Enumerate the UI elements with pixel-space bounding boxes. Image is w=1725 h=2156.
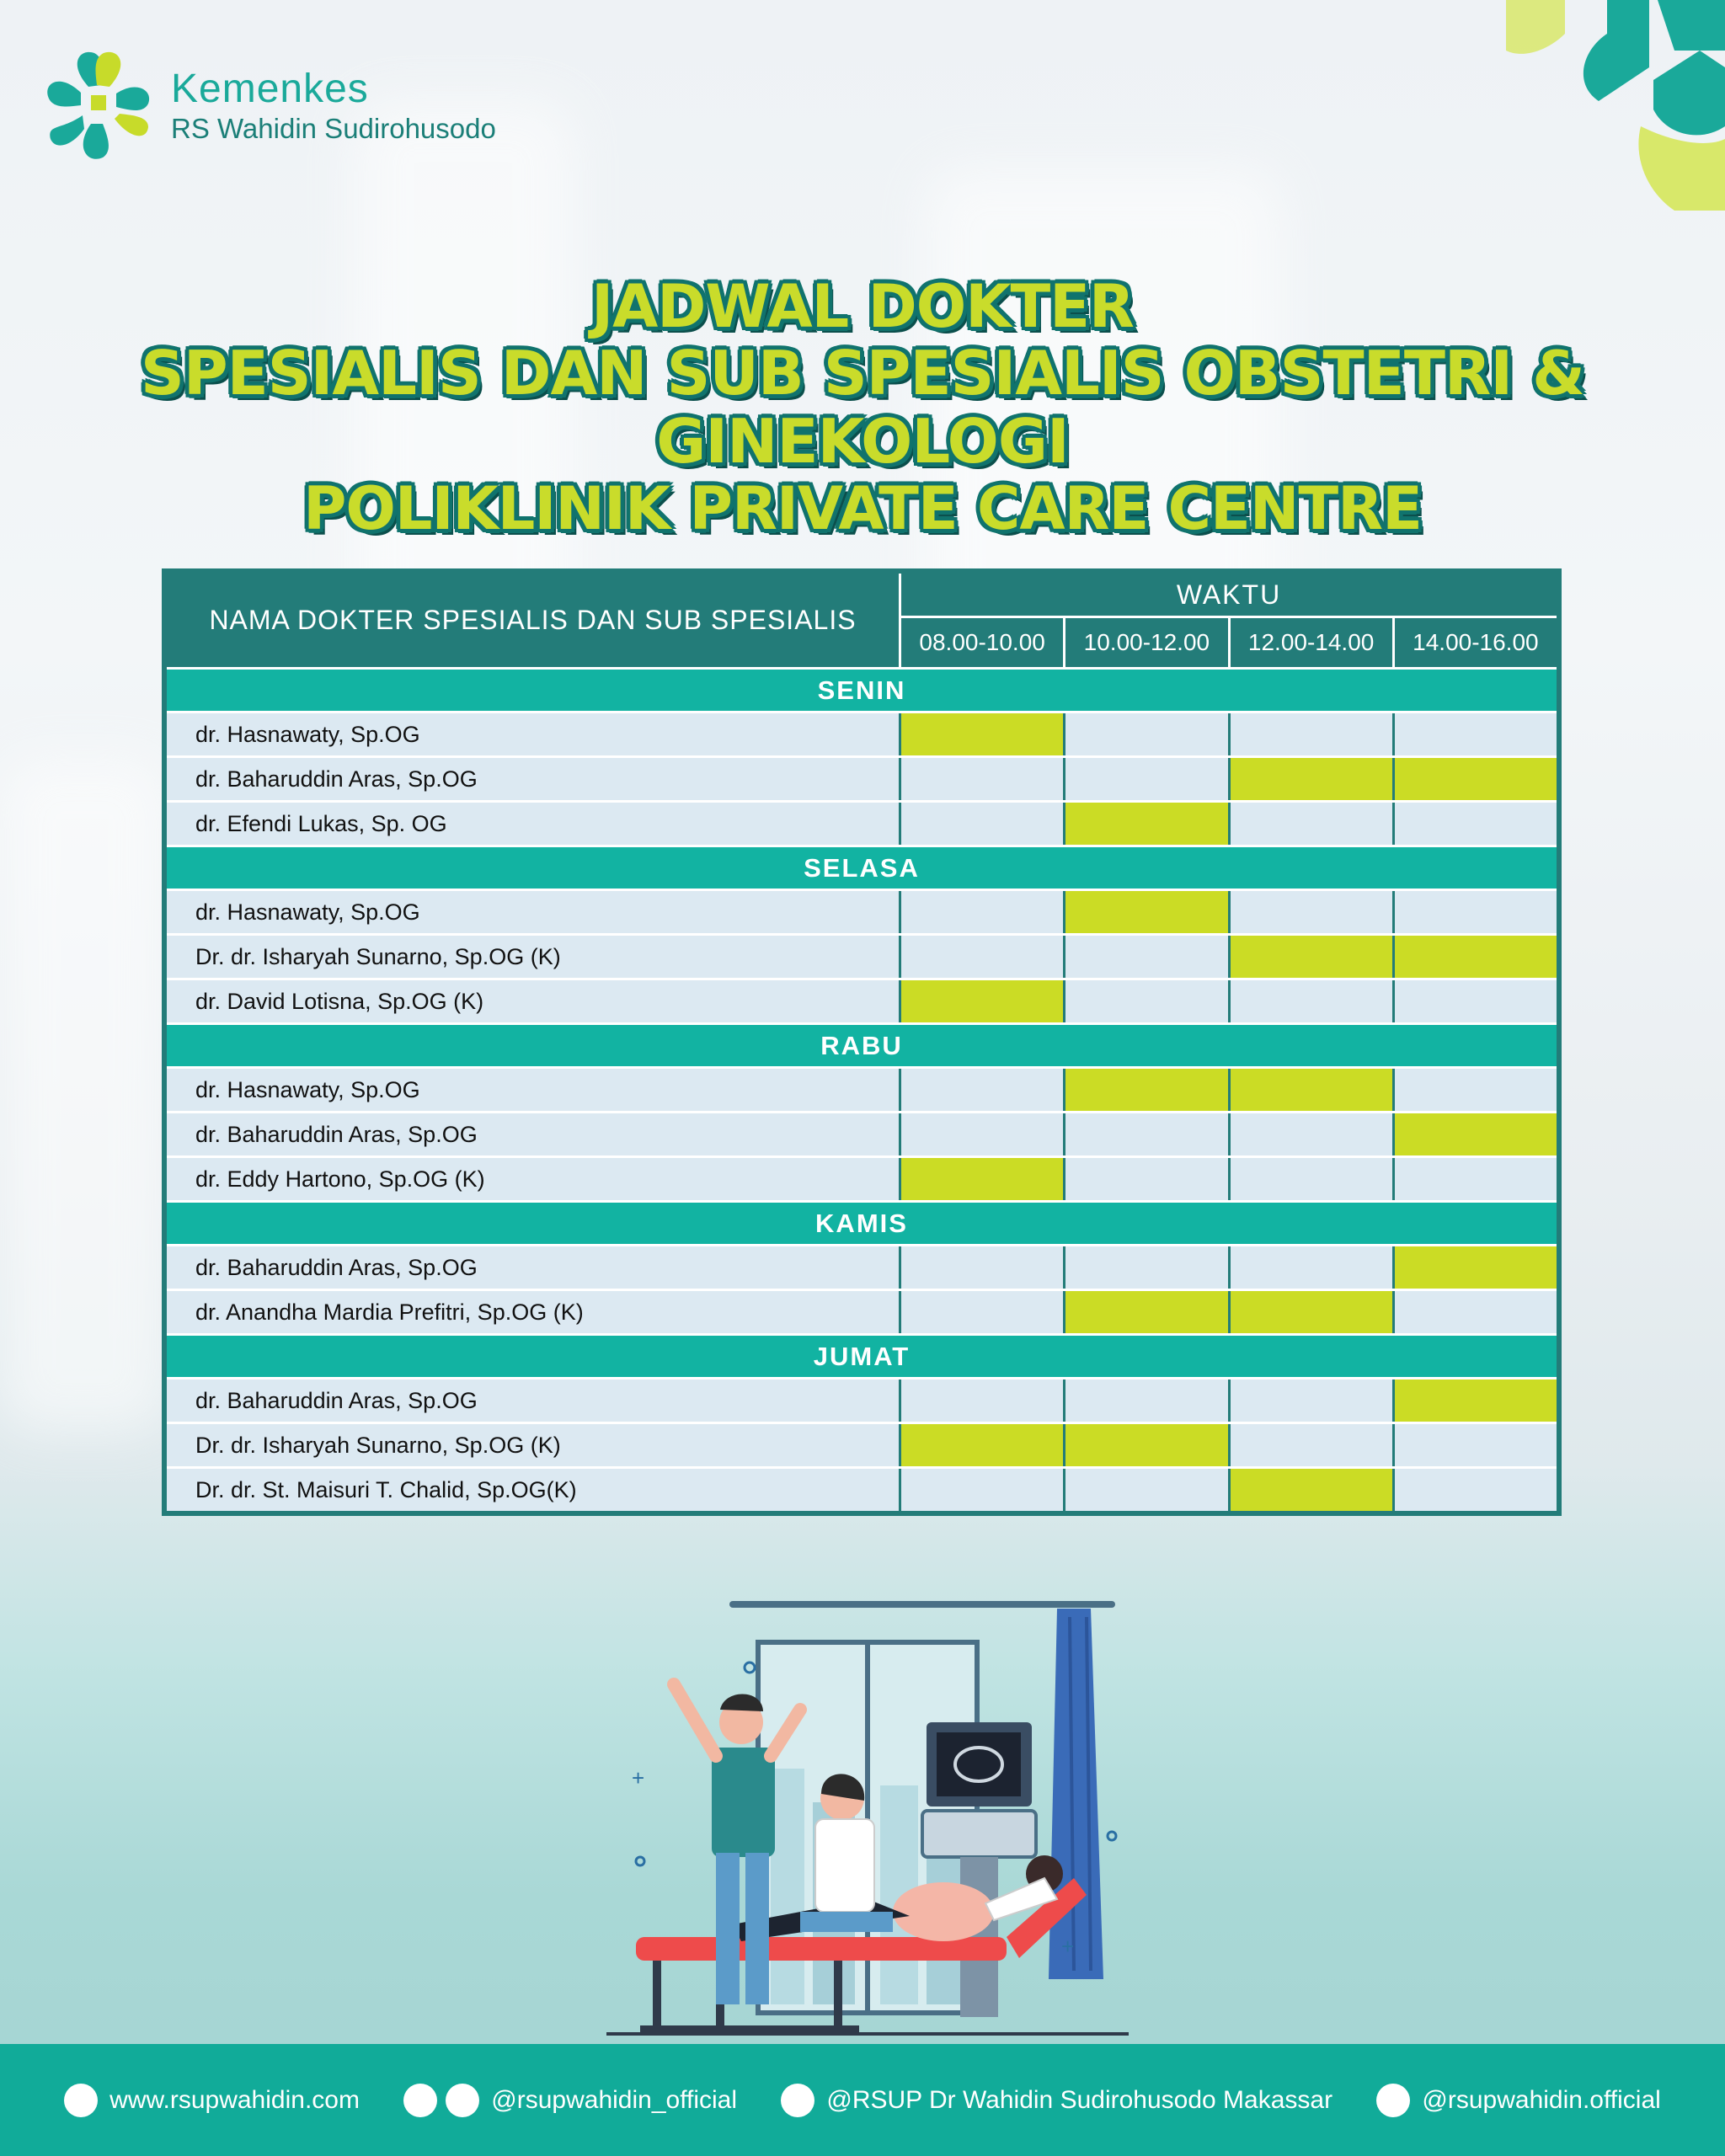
instagram-icon xyxy=(1376,2084,1410,2117)
empty-slot-cell xyxy=(1231,980,1395,1022)
footer-instagram[interactable] xyxy=(1376,2084,1660,2117)
empty-slot-cell xyxy=(1065,1113,1230,1155)
empty-slot-cell xyxy=(901,1291,1065,1333)
scheduled-slot-cell xyxy=(901,1158,1065,1200)
doctor-name: dr. Baharuddin Aras, Sp.OG xyxy=(167,1246,901,1289)
table-row xyxy=(167,889,1557,933)
facebook-link[interactable]: @RSUP Dr Wahidin Sudirohusodo Makassar xyxy=(826,2085,1333,2114)
day-header: KAMIS xyxy=(167,1200,1557,1244)
empty-slot-cell xyxy=(1231,1246,1395,1289)
brand-subtitle: RS Wahidin Sudirohusodo xyxy=(171,112,496,144)
table-row xyxy=(167,1111,1557,1155)
scheduled-slot-cell xyxy=(1065,803,1230,845)
time-slot-header: 14.00-16.00 xyxy=(1413,629,1539,655)
table-row xyxy=(167,1289,1557,1333)
brand-title: Kemenkes xyxy=(171,66,369,111)
title-line-1: JADWAL DOKTER xyxy=(591,272,1134,341)
scheduled-slot-cell xyxy=(1395,1246,1557,1289)
kemenkes-logo-icon xyxy=(42,46,156,164)
scheduled-slot-cell xyxy=(1395,1113,1557,1155)
table-body xyxy=(167,667,1557,1511)
empty-slot-cell xyxy=(1231,1424,1395,1466)
empty-slot-cell xyxy=(1395,1158,1557,1200)
footer-bar xyxy=(0,2044,1725,2156)
table-row xyxy=(167,1422,1557,1466)
scheduled-slot-cell xyxy=(1065,1424,1230,1466)
svg-text:+: + xyxy=(632,1765,645,1790)
doctor-name: dr. Baharuddin Aras, Sp.OG xyxy=(167,1380,901,1422)
doctor-name: dr. Eddy Hartono, Sp.OG (K) xyxy=(167,1158,901,1200)
empty-slot-cell xyxy=(1395,980,1557,1022)
time-slot-header: 12.00-14.00 xyxy=(1231,618,1395,667)
empty-slot-cell xyxy=(901,1380,1065,1422)
table-row xyxy=(167,800,1557,845)
empty-slot-cell xyxy=(1065,1380,1230,1422)
empty-slot-cell xyxy=(1395,713,1557,755)
twitter-icon xyxy=(403,2084,437,2117)
time-slot-headers xyxy=(901,618,1557,667)
facebook-icon xyxy=(781,2084,814,2117)
ultrasound-illustration xyxy=(590,1583,1146,2055)
doctor-name: dr. Hasnawaty, Sp.OG xyxy=(167,713,901,755)
page-title xyxy=(0,274,1725,542)
doctor-name: dr. Hasnawaty, Sp.OG xyxy=(167,891,901,933)
doctor-name: dr. Baharuddin Aras, Sp.OG xyxy=(167,758,901,800)
scheduled-slot-cell xyxy=(1231,1291,1395,1333)
empty-slot-cell xyxy=(1395,891,1557,933)
doctor-name: dr. Hasnawaty, Sp.OG xyxy=(167,1069,901,1111)
empty-slot-cell xyxy=(901,803,1065,845)
table-row xyxy=(167,1244,1557,1289)
empty-slot-cell xyxy=(1065,936,1230,978)
doctor-name: Dr. dr. Isharyah Sunarno, Sp.OG (K) xyxy=(167,936,901,978)
empty-slot-cell xyxy=(1231,1158,1395,1200)
table-row xyxy=(167,978,1557,1022)
corner-leaf-icon xyxy=(1506,0,1725,211)
doctor-name: dr. Anandha Mardia Prefitri, Sp.OG (K) xyxy=(167,1291,901,1333)
footer-social[interactable] xyxy=(403,2084,737,2117)
scheduled-slot-cell xyxy=(1395,1380,1557,1422)
title-line-2: SPESIALIS DAN SUB SPESIALIS OBSTETRI & GINEKOLOGI xyxy=(140,338,1585,478)
hospital-logo[interactable] xyxy=(42,46,496,164)
doctor-name-header: NAMA DOKTER SPESIALIS DAN SUB SPESIALIS xyxy=(167,574,901,667)
empty-slot-cell xyxy=(1065,1469,1230,1511)
scheduled-slot-cell xyxy=(1395,936,1557,978)
empty-slot-cell xyxy=(1395,803,1557,845)
empty-slot-cell xyxy=(901,1246,1065,1289)
empty-slot-cell xyxy=(901,1069,1065,1111)
scheduled-slot-cell xyxy=(1231,758,1395,800)
scheduled-slot-cell xyxy=(901,980,1065,1022)
website-link[interactable]: www.rsupwahidin.com xyxy=(109,2085,360,2114)
time-slot-header: 10.00-12.00 xyxy=(1065,618,1230,667)
empty-slot-cell xyxy=(1065,1246,1230,1289)
footer-website[interactable] xyxy=(64,2084,360,2117)
empty-slot-cell xyxy=(901,936,1065,978)
empty-slot-cell xyxy=(901,891,1065,933)
background-shape xyxy=(0,758,168,1432)
title-line-3: POLIKLINIK PRIVATE CARE CENTRE xyxy=(303,473,1422,543)
empty-slot-cell xyxy=(1065,1158,1230,1200)
globe-icon xyxy=(64,2084,98,2117)
scheduled-slot-cell xyxy=(1065,1291,1230,1333)
empty-slot-cell xyxy=(901,758,1065,800)
doctor-name: Dr. dr. St. Maisuri T. Chalid, Sp.OG(K) xyxy=(167,1469,901,1511)
scheduled-slot-cell xyxy=(901,1424,1065,1466)
scheduled-slot-cell xyxy=(1395,758,1557,800)
table-row xyxy=(167,1155,1557,1200)
empty-slot-cell xyxy=(901,1113,1065,1155)
day-header: RABU xyxy=(167,1022,1557,1066)
empty-slot-cell xyxy=(1231,713,1395,755)
time-header-group xyxy=(901,574,1557,667)
empty-slot-cell xyxy=(1065,713,1230,755)
day-header: JUMAT xyxy=(167,1333,1557,1377)
instagram-link[interactable]: @rsupwahidin.official xyxy=(1422,2085,1661,2114)
svg-text:+: + xyxy=(1061,1934,1075,1959)
social-handle-link[interactable]: @rsupwahidin_official xyxy=(491,2085,738,2114)
empty-slot-cell xyxy=(1231,891,1395,933)
scheduled-slot-cell xyxy=(1231,936,1395,978)
scheduled-slot-cell xyxy=(1231,1469,1395,1511)
empty-slot-cell xyxy=(1065,980,1230,1022)
empty-slot-cell xyxy=(1065,758,1230,800)
schedule-table xyxy=(162,568,1562,1516)
table-row xyxy=(167,1066,1557,1111)
table-row xyxy=(167,711,1557,755)
table-row xyxy=(167,933,1557,978)
scheduled-slot-cell xyxy=(1231,1069,1395,1111)
day-header: SENIN xyxy=(167,667,1557,711)
table-row xyxy=(167,1466,1557,1511)
doctor-name: Dr. dr. Isharyah Sunarno, Sp.OG (K) xyxy=(167,1424,901,1466)
scheduled-slot-cell xyxy=(1065,1069,1230,1111)
empty-slot-cell xyxy=(1395,1291,1557,1333)
day-header: SELASA xyxy=(167,845,1557,889)
doctor-name: dr. Efendi Lukas, Sp. OG xyxy=(167,803,901,845)
empty-slot-cell xyxy=(1395,1469,1557,1511)
empty-slot-cell xyxy=(1395,1424,1557,1466)
empty-slot-cell xyxy=(1231,1113,1395,1155)
time-header: WAKTU xyxy=(901,574,1557,618)
youtube-icon xyxy=(446,2084,479,2117)
table-row xyxy=(167,755,1557,800)
doctor-name: dr. Baharuddin Aras, Sp.OG xyxy=(167,1113,901,1155)
empty-slot-cell xyxy=(1395,1069,1557,1111)
time-slot-header: 08.00-10.00 xyxy=(901,618,1065,667)
empty-slot-cell xyxy=(1231,803,1395,845)
empty-slot-cell xyxy=(901,1469,1065,1511)
scheduled-slot-cell xyxy=(901,713,1065,755)
footer-facebook[interactable] xyxy=(781,2084,1332,2117)
empty-slot-cell xyxy=(1231,1380,1395,1422)
doctor-name: dr. David Lotisna, Sp.OG (K) xyxy=(167,980,901,1022)
table-row xyxy=(167,1377,1557,1422)
table-header xyxy=(167,574,1557,667)
scheduled-slot-cell xyxy=(1065,891,1230,933)
